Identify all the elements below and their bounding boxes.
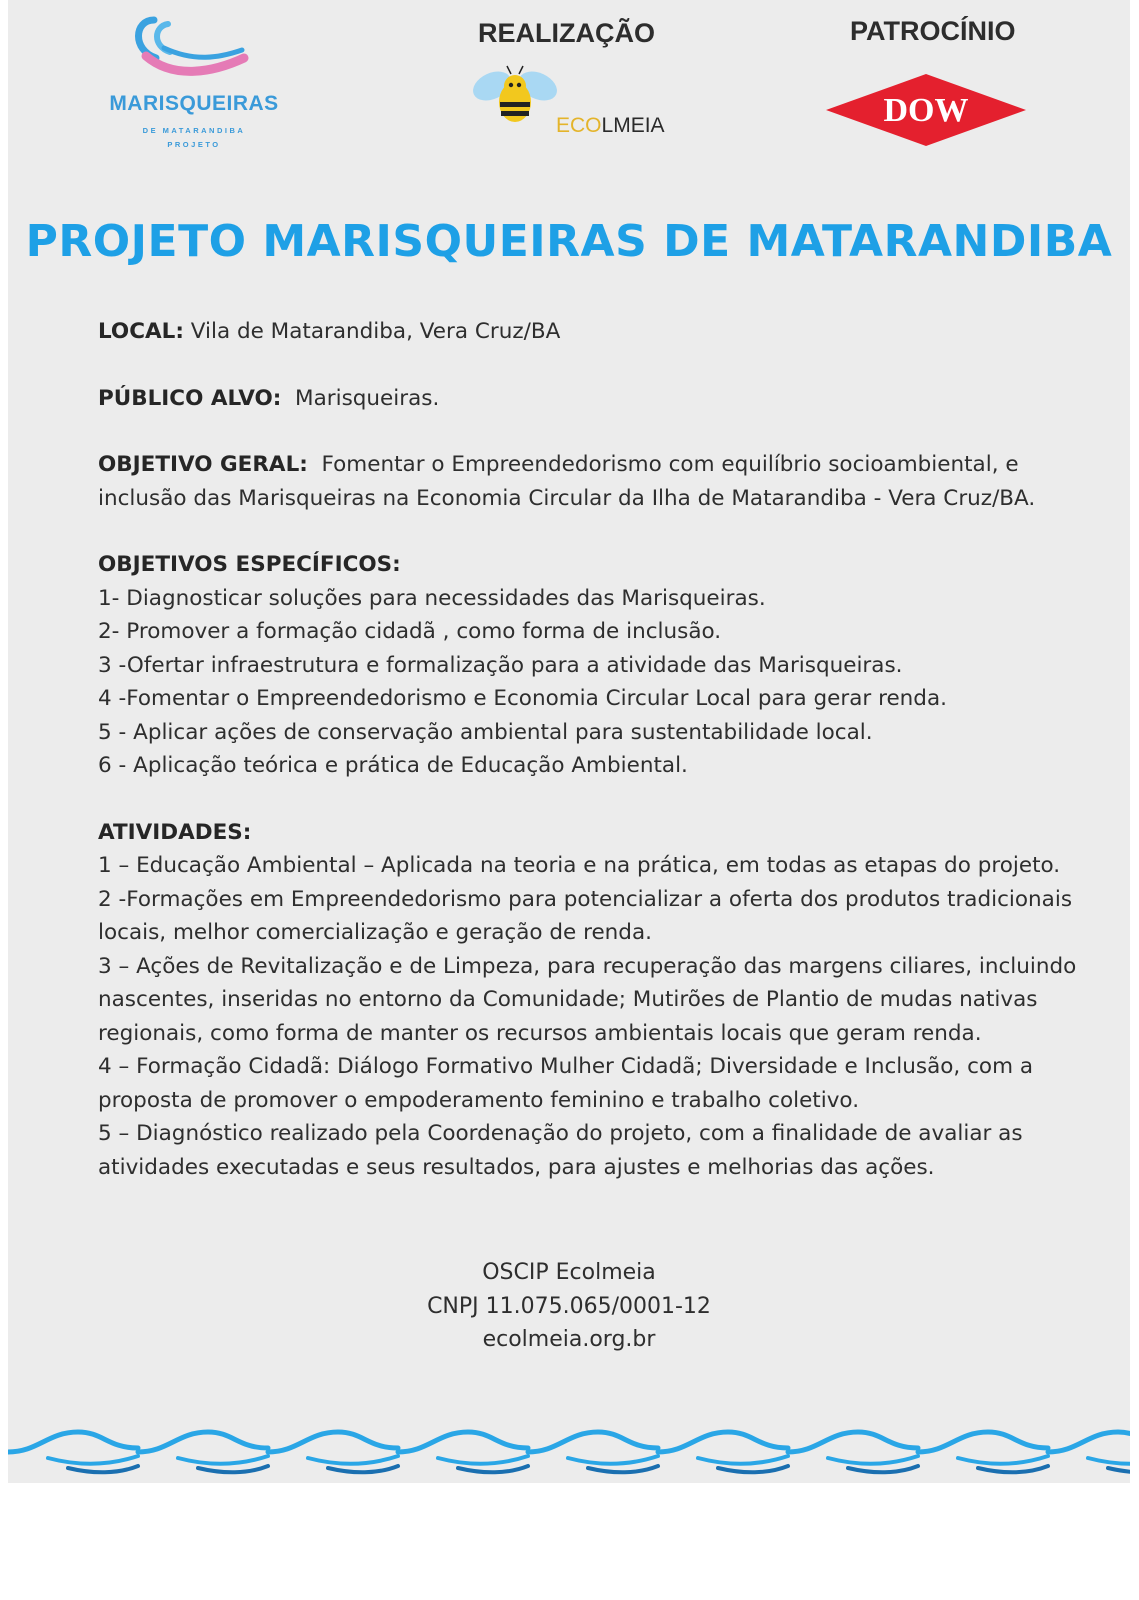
- ecolmeia-logo: [486, 66, 666, 146]
- atividade-item: 3 – Ações de Revitalização e de Limpeza, para recuperação das margens ciliares, incluindo nascentes, inseridas no entorno da Comunidade; Mutirões de Plantio de mudas nativas regionais, como forma de manter os recursos ambientais locais que geram renda.: [98, 953, 1077, 1046]
- objetivo-item: 1- Diagnosticar soluções para necessidades das Marisqueiras.: [98, 585, 766, 611]
- atividade-item: 5 – Diagnóstico realizado pela Coordenação do projeto, com a finalidade de avaliar as atividades executadas e seus resultados, para ajustes e melhorias das ações.: [98, 1121, 1023, 1180]
- objetivo-item: 2- Promover a formação cidadã , como forma de inclusão.: [98, 619, 722, 644]
- objetivo-item: 4 -Fomentar o Empreendedorismo e Economia Circular Local para gerar renda.: [98, 686, 947, 711]
- local-label: LOCAL:: [98, 319, 184, 344]
- dow-logo: [826, 74, 1026, 146]
- marisqueiras-logo-name: MARISQUEIRAS: [109, 92, 279, 115]
- objetivo-geral: [98, 448, 1108, 515]
- local-value: Vila de Matarandiba, Vera Cruz/BA: [190, 319, 561, 344]
- footer-org: OSCIP Ecolmeia: [482, 1260, 656, 1285]
- publico-label: PÚBLICO ALVO:: [98, 385, 282, 411]
- bee-icon: [470, 60, 560, 130]
- objetivo-item: 3 -Ofertar infraestrutura e formalização para a atividade das Marisqueiras.: [98, 652, 903, 678]
- objetivo-geral-value: Fomentar o Empreendedorismo com equilíbrio socioambiental, e inclusão das Marisqueiras na Economia Circular da Ilha de Matarandiba - Vera Cruz/BA.: [98, 452, 1036, 511]
- publico-value: Marisqueiras.: [295, 385, 440, 411]
- footer: [8, 1256, 1130, 1357]
- flyer-sheet: [8, 0, 1130, 1483]
- publico-line: [98, 382, 1108, 416]
- patrocinio-label: PATROCÍNIO: [850, 16, 1016, 46]
- marisqueiras-logo-tagline: PROJETO: [167, 140, 221, 149]
- footer-site[interactable]: ecolmeia.org.br: [482, 1327, 656, 1352]
- atividade-item: 4 – Formação Cidadã: Diálogo Formativo Mulher Cidadã; Diversidade e Inclusão, com a proposta de promover o empoderamento feminino e trabalho coletivo.: [98, 1054, 1034, 1113]
- footer-cnpj: CNPJ 11.075.065/0001-12: [427, 1293, 711, 1319]
- atividades-heading: ATIVIDADES:: [98, 819, 252, 845]
- atividade-item: 1 – Educação Ambiental – Aplicada na teoria e na prática, em todas as etapas do projeto.: [98, 853, 1061, 878]
- wave-logo-icon: [94, 10, 294, 90]
- objetivo-geral-label: OBJETIVO GERAL:: [98, 452, 308, 477]
- marisqueiras-logo-subtitle: DE MATARANDIBA: [142, 126, 246, 135]
- waves-decoration: [8, 1408, 1130, 1478]
- atividade-item: 2 -Formações em Empreendedorismo para potencializar a oferta dos produtos tradicionais locais, melhor comercialização e geração de renda.: [98, 886, 1073, 945]
- ecolmeia-wordmark: ECOLMEIA: [556, 114, 665, 137]
- project-details: [98, 315, 1108, 1184]
- page-title: PROJETO MARISQUEIRAS DE MATARANDIBA: [25, 216, 1113, 267]
- marisqueiras-logo: [94, 10, 294, 150]
- realizacao-label: REALIZAÇÃO: [478, 18, 655, 48]
- dow-logo-text: DOW: [883, 92, 969, 129]
- objetivo-item: 6 - Aplicação teórica e prática de Educação Ambiental.: [98, 753, 688, 778]
- objetivos-especificos-heading: OBJETIVOS ESPECÍFICOS:: [98, 552, 401, 577]
- local-line: [98, 315, 1108, 349]
- objetivo-item: 5 - Aplicar ações de conservação ambiental para sustentabilidade local.: [98, 719, 873, 745]
